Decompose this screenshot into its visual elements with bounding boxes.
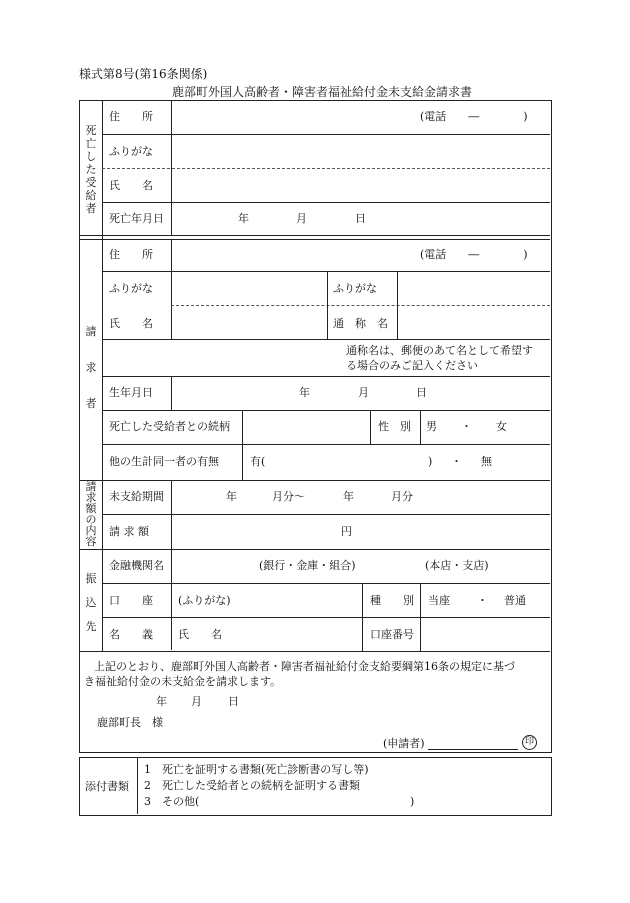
deceased-phone-field[interactable]: (電話 ― ) xyxy=(420,110,528,123)
household-has-close: ) xyxy=(428,455,433,468)
alias-note-line-2: る場合のみご記入ください xyxy=(346,359,478,372)
seal-mark: 印 xyxy=(522,735,537,750)
period-to-year[interactable]: 年 xyxy=(343,490,354,503)
period-to-month[interactable]: 月分 xyxy=(391,490,413,503)
household-none-option[interactable]: 無 xyxy=(481,455,492,468)
attachment-item-1: 1 死亡を証明する書類(死亡診断書の写し等) xyxy=(144,763,369,776)
attachments-label: 添付書類 xyxy=(85,780,129,793)
attachment-item-3: 3 その他( xyxy=(144,795,200,808)
attachment-other-field[interactable] xyxy=(205,792,405,808)
claimant-phone-field[interactable]: (電話 ― ) xyxy=(420,248,528,261)
declaration-year[interactable]: 年 xyxy=(156,695,167,708)
deceased-death-year[interactable]: 年 xyxy=(238,212,249,225)
applicant-label: (申請者) xyxy=(383,737,425,750)
claimant-birth-month[interactable]: 月 xyxy=(358,386,369,399)
deceased-death-month[interactable]: 月 xyxy=(296,212,307,225)
institution-types[interactable]: (銀行・金庫・組合) xyxy=(259,559,356,572)
account-type-ordinary[interactable]: 普通 xyxy=(504,594,526,607)
branch-types[interactable]: (本店・支店) xyxy=(425,559,489,572)
sex-female-option[interactable]: 女 xyxy=(496,420,507,433)
declaration-day[interactable]: 日 xyxy=(228,695,239,708)
declaration-month[interactable]: 月 xyxy=(191,695,202,708)
sex-male-option[interactable]: 男 xyxy=(426,420,437,433)
addressee: 鹿部町長 様 xyxy=(97,716,163,729)
household-label: 他の生計同一者の有無 xyxy=(109,455,219,468)
form-title: 鹿部町外国人高齢者・障害者福祉給付金未支給金請求書 xyxy=(172,85,473,99)
attachment-item-3-close: ) xyxy=(410,795,415,808)
deceased-address-label: 住 所 xyxy=(109,110,153,123)
alias-note: 通称名は、郵便のあて名として希望す xyxy=(346,344,533,357)
claimant-address-label: 住 所 xyxy=(109,248,153,261)
period-from-month[interactable]: 月分〜 xyxy=(272,490,305,503)
household-separator: ・ xyxy=(451,455,462,468)
claimant-furigana-field[interactable] xyxy=(175,275,323,303)
form-number: 様式第8号(第16条関係) xyxy=(79,67,208,81)
claimant-name-label: 氏 名 xyxy=(109,317,153,330)
claimant-birth-day[interactable]: 日 xyxy=(416,386,427,399)
household-detail-field[interactable] xyxy=(272,450,422,474)
relation-label: 死亡した受給者との続柄 xyxy=(109,420,230,433)
claimant-address-field[interactable] xyxy=(175,243,415,269)
account-type-label: 種 別 xyxy=(370,594,414,607)
claimant-alias-furigana-label: ふりがな xyxy=(333,282,377,295)
deceased-address-field[interactable] xyxy=(175,104,415,132)
sex-separator: ・ xyxy=(461,420,472,433)
claimant-section-label: 請 求 者 xyxy=(85,325,97,410)
account-number-label: 口座番号 xyxy=(370,628,414,641)
deceased-name-field[interactable] xyxy=(175,172,545,200)
relation-field[interactable] xyxy=(246,414,366,440)
declaration-text-line-2: き福祉給付金の未支給金を請求します。 xyxy=(84,675,282,688)
claim-amount-field[interactable]: 円 xyxy=(341,525,352,538)
declaration-text: 上記のとおり、鹿部町外国人高齢者・障害者福祉給付金支給要綱第16条の規定に基づ xyxy=(94,660,515,673)
deceased-name-label: 氏 名 xyxy=(109,179,153,192)
claimant-alias-furigana-field[interactable] xyxy=(401,275,546,303)
account-furigana-field[interactable]: (ふりがな) xyxy=(178,594,231,607)
household-has-option[interactable]: 有( xyxy=(250,455,266,468)
institution-label: 金融機関名 xyxy=(109,559,164,572)
applicant-signature-line[interactable] xyxy=(428,749,518,750)
claimant-alias-label: 通 称 名 xyxy=(333,317,388,330)
deceased-section-label: 死 亡 し た 受 給 者 xyxy=(85,124,97,215)
deceased-furigana-field[interactable] xyxy=(175,138,545,166)
deceased-furigana-label: ふりがな xyxy=(109,145,153,158)
bank-section-label: 振 込 先 xyxy=(85,572,97,633)
attachment-item-2: 2 死亡した受給者との続柄を証明する書類 xyxy=(144,779,360,792)
claim-section-label: 請 求 額 の 内 容 xyxy=(85,480,97,548)
holder-label: 名 義 xyxy=(109,628,153,641)
deceased-death-date-label: 死亡年月日 xyxy=(109,212,164,225)
period-from-year[interactable]: 年 xyxy=(226,490,237,503)
account-label: 口 座 xyxy=(109,594,153,607)
account-type-separator: ・ xyxy=(477,594,488,607)
account-number-field[interactable] xyxy=(424,621,546,647)
claim-amount-label: 請 求 額 xyxy=(109,525,149,538)
sex-label: 性 別 xyxy=(378,420,411,433)
deceased-death-day[interactable]: 日 xyxy=(355,212,366,225)
claimant-name-field[interactable] xyxy=(175,309,323,337)
claimant-birth-year[interactable]: 年 xyxy=(299,386,310,399)
holder-name-field[interactable]: 氏 名 xyxy=(178,628,222,641)
claimant-alias-field[interactable] xyxy=(401,309,546,337)
account-type-current[interactable]: 当座 xyxy=(428,594,450,607)
unpaid-period-label: 未支給期間 xyxy=(109,490,164,503)
claimant-birth-label: 生年月日 xyxy=(109,386,153,399)
claimant-furigana-label: ふりがな xyxy=(109,282,153,295)
